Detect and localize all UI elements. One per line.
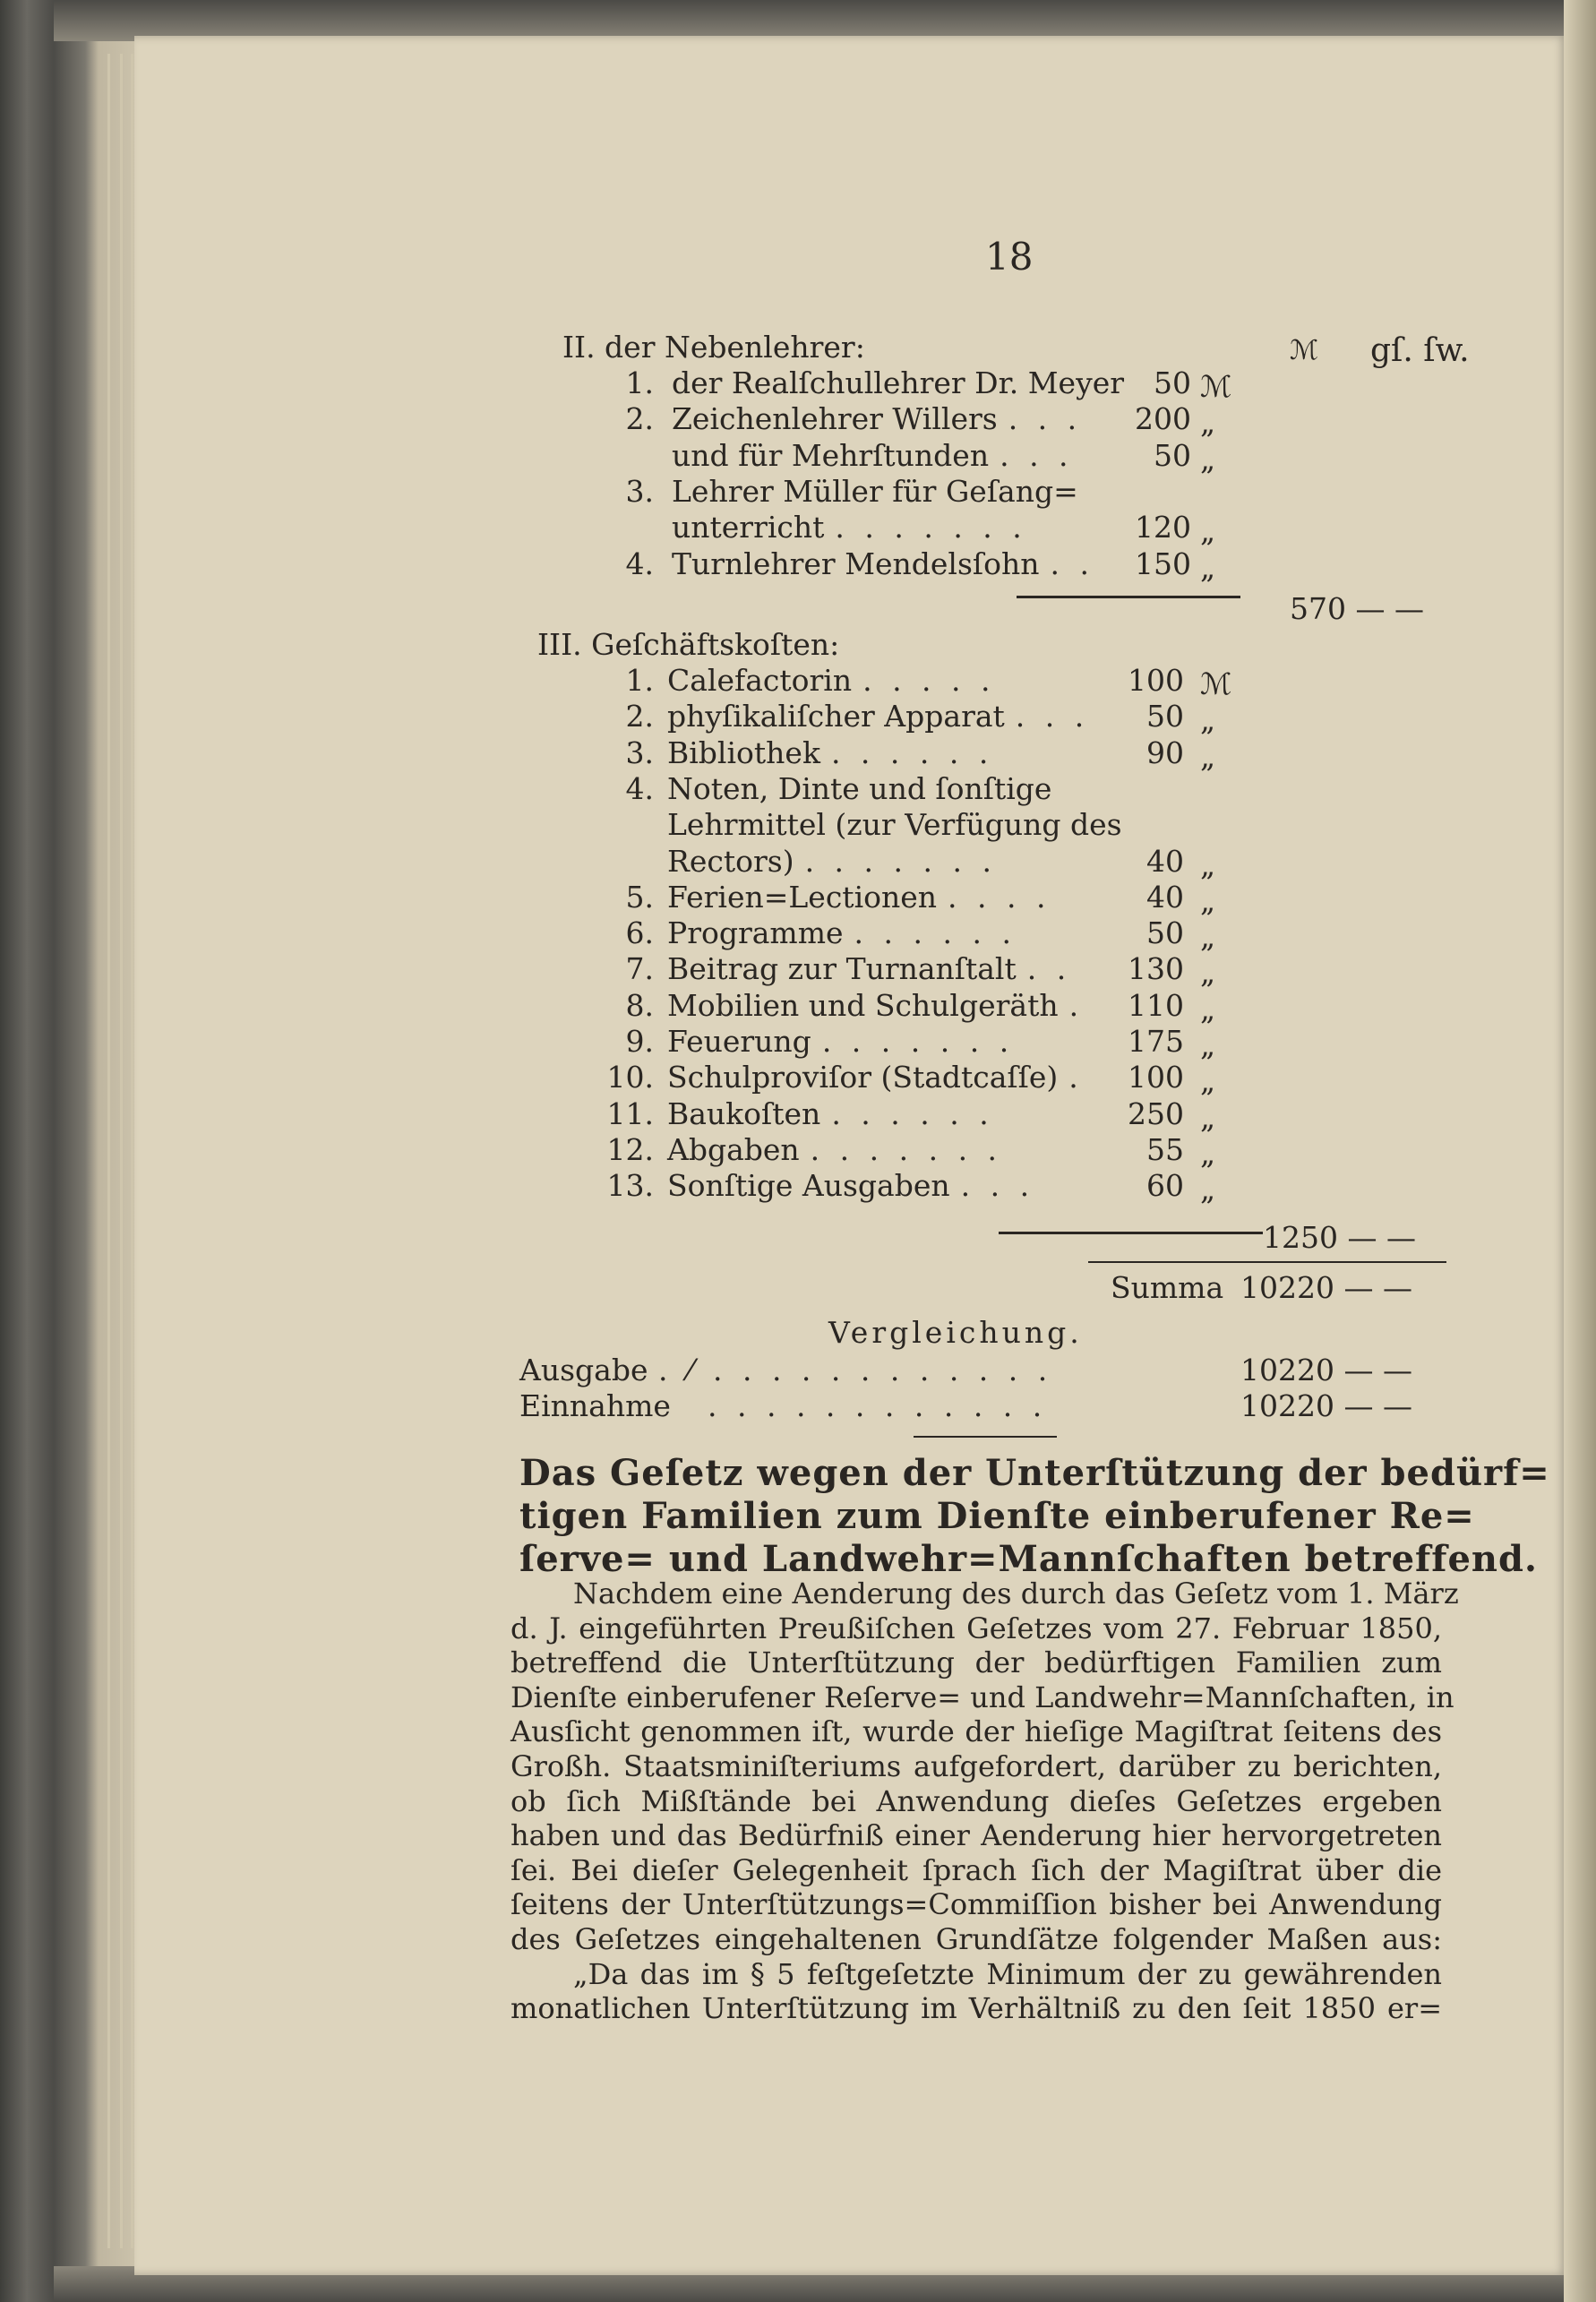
article-body-line: Ausſicht genommen iſt, wurde der hieſige Magiſtrat ſeitens des (511, 1714, 1442, 1749)
currency-mark: ℳ (1290, 335, 1319, 366)
item-text: Noten, Dinte und ſonſtige (667, 770, 1052, 806)
item-text: Schulproviſor (Stadtcaſſe) (667, 1060, 1059, 1095)
item-dots: . . . . (948, 879, 1051, 915)
item-number: 10. (606, 1060, 654, 1095)
item-amount: 175 (1128, 1024, 1184, 1059)
item-amount: 50 (1154, 437, 1191, 473)
item-amount: 120 (1135, 510, 1191, 545)
item-dots: . . . . . . . (810, 1131, 1003, 1167)
article-heading-line-2: tigen Familien zum Dienſte einberufener Re= (519, 1495, 1475, 1537)
article-body-line: monatlichen Unterſtützung im Verhältniß zu den ſeit 1850 er= (511, 1991, 1442, 2026)
section-iii-total: 1250 — — (1263, 1220, 1416, 1255)
item-number: 2. (625, 699, 654, 734)
item-number: 13. (606, 1168, 654, 1204)
item-number: 3. (625, 473, 654, 509)
item-dots: . . . . . . (831, 1095, 994, 1131)
einnahme-value: 10220 — — (1240, 1388, 1412, 1423)
item-dots: . . . (1008, 401, 1083, 437)
item-dots: . . . . . (862, 663, 996, 698)
item-text: Mobilien und Schulgeräth (667, 987, 1059, 1023)
article-body-line: d. J. eingeführten Preußiſchen Geſetzes vom 27. Februar 1850, (511, 1611, 1442, 1645)
article-body-line: des Geſetzes eingehaltenen Grundſätze folgender Maßen aus: (511, 1922, 1442, 1956)
item-number: 4. (625, 770, 654, 806)
item-number: 1. (625, 663, 654, 698)
item-dots: . . . (1000, 437, 1074, 473)
summa-label: Summa (1111, 1270, 1224, 1305)
article-heading-line-3: ſerve= und Landwehr=Mannſchaften betreffend. (519, 1538, 1538, 1580)
item-number: 12. (606, 1131, 654, 1167)
item-number: 8. (625, 987, 654, 1023)
item-text: Feuerung (667, 1024, 811, 1059)
item-text: Baukoſten (667, 1095, 821, 1131)
item-text: Rectors) (667, 843, 794, 879)
item-text: und für Mehrſtunden (672, 437, 990, 473)
vergleichung-title: Vergleichung. (828, 1315, 1083, 1350)
article-body-line: Dienſte einberufener Reſerve= und Landwehr=Mannſchaften, in (511, 1679, 1454, 1714)
item-amount: 100 (1128, 663, 1184, 698)
item-amount: 50 (1154, 365, 1191, 400)
item-amount: 100 (1128, 1060, 1184, 1095)
item-amount: 60 (1146, 1168, 1184, 1204)
item-unit: „ (1200, 955, 1216, 991)
item-amount: 40 (1146, 879, 1184, 915)
subtotal-rule (1017, 596, 1240, 598)
item-number: 4. (625, 545, 654, 581)
section-iii-heading: III. Geſchäftskoſten: (537, 627, 840, 662)
section-ii-heading: II. der Nebenlehrer: (562, 330, 865, 365)
article-body-line: ſei. Bei dieſer Gelegenheit ſprach ſich der Magiſtrat über die (511, 1852, 1442, 1887)
item-unit: „ (1200, 702, 1216, 738)
item-number: 6. (625, 915, 654, 951)
item-unit: „ (1200, 405, 1216, 441)
item-dots: . . . . . . . (835, 510, 1027, 545)
item-unit: ℳ (1200, 666, 1232, 701)
item-unit: „ (1200, 513, 1216, 549)
item-text: Zeichenlehrer Willers (672, 401, 998, 437)
item-unit: „ (1200, 549, 1216, 585)
item-dots: . . (1050, 545, 1094, 581)
einnahme-dots: . . . . . . . . . . . . (708, 1388, 1048, 1423)
item-text: Lehrer Müller für Geſang= (672, 473, 1078, 509)
item-amount: 130 (1128, 951, 1184, 987)
item-number: 1. (625, 365, 654, 400)
item-dots: . . . . . . (854, 915, 1017, 951)
summa-rule (1088, 1261, 1446, 1263)
item-unit: „ (1200, 441, 1216, 477)
summa-value: 10220 — — (1240, 1270, 1412, 1305)
item-text: Bibliothek (667, 734, 820, 770)
item-text: der Realſchullehrer Dr. Meyer (672, 365, 1125, 400)
item-unit: „ (1200, 1063, 1216, 1099)
article-body-line: ob ſich Mißſtände bei Anwendung dieſes Geſetzes ergeben (511, 1783, 1442, 1818)
subtotal-rule (999, 1232, 1263, 1234)
item-number: 2. (625, 401, 654, 437)
item-dots: . . (1026, 951, 1072, 987)
einnahme-label: Einnahme (519, 1388, 671, 1423)
item-unit: „ (1200, 1172, 1216, 1207)
item-unit: ℳ (1200, 369, 1232, 404)
item-text: Calefactorin (667, 663, 853, 698)
item-text: unterricht (672, 510, 825, 545)
article-body-line: betreffend die Unterſtützung der bedürftigen Familien zum (511, 1645, 1442, 1680)
item-text: Ferien=Lectionen (667, 879, 938, 915)
item-amount: 110 (1128, 987, 1184, 1023)
item-amount: 150 (1135, 545, 1191, 581)
article-body-line: haben und das Bedürfniß einer Aenderung hier hervorgetreten (511, 1818, 1442, 1853)
item-amount: 40 (1146, 843, 1184, 879)
item-amount: 50 (1146, 699, 1184, 734)
separator-rule (914, 1436, 1057, 1438)
item-text: Lehrmittel (zur Verfügung des (667, 807, 1122, 843)
item-text: Turnlehrer Mendelsſohn (672, 545, 1040, 581)
item-dots: . . . . . . (830, 734, 994, 770)
item-dots: . (1068, 1060, 1084, 1095)
item-dots: . . . (960, 1168, 1035, 1204)
item-unit: „ (1200, 1099, 1216, 1135)
page-number: 18 (985, 235, 1034, 279)
item-text: Abgaben (667, 1131, 800, 1167)
item-number: 11. (606, 1095, 654, 1131)
item-dots: . . . . . . . (821, 1024, 1015, 1059)
item-unit: „ (1200, 1027, 1216, 1062)
item-unit: „ (1200, 919, 1216, 955)
item-dots: . (1068, 987, 1085, 1023)
item-amount: 55 (1146, 1131, 1184, 1167)
item-amount: 50 (1146, 915, 1184, 951)
item-text: phyſikaliſcher Apparat (667, 699, 1005, 734)
item-amount: 250 (1128, 1095, 1184, 1131)
item-unit: „ (1200, 738, 1216, 774)
item-number: 5. (625, 879, 654, 915)
item-text: Programme (667, 915, 844, 951)
article-body-line: „Da das im § 5 feſtgeſetzte Minimum der zu gewährenden (573, 1956, 1442, 1991)
item-text: Beitrag zur Turnanſtalt (667, 951, 1017, 987)
item-unit: „ (1200, 846, 1216, 882)
section-ii-total: 570 — — (1290, 591, 1424, 626)
ausgabe-value: 10220 — — (1240, 1353, 1412, 1387)
ausgabe-dots: . ⁄ . . . . . . . . . . . . (658, 1353, 1053, 1387)
item-dots: . . . (1015, 699, 1090, 734)
article-body-line: Nachdem eine Aenderung des durch das Geſetz vom 1. März (573, 1576, 1459, 1611)
item-number: 7. (625, 951, 654, 987)
item-unit: „ (1200, 882, 1216, 918)
item-number: 9. (625, 1024, 654, 1059)
item-unit: „ (1200, 1135, 1216, 1171)
item-number: 3. (625, 734, 654, 770)
item-amount: 200 (1135, 401, 1191, 437)
article-body-line: Großh. Staatsminiſteriums aufgefordert, darüber zu berichten, (511, 1749, 1442, 1783)
item-dots: . . . . . . . (804, 843, 997, 879)
ausgabe-label: Ausgabe (519, 1353, 648, 1387)
item-amount: 90 (1146, 734, 1184, 770)
column-header-gs-sw: gſ. ſw. (1370, 332, 1470, 369)
item-unit: „ (1200, 991, 1216, 1026)
item-text: Sonſtige Ausgaben (667, 1168, 950, 1204)
article-body-line: ſeitens der Unterſtützungs=Commiſſion bisher bei Anwendung (511, 1887, 1442, 1922)
article-heading-line-1: Das Geſetz wegen der Unterſtützung der bedürf= (519, 1452, 1550, 1494)
